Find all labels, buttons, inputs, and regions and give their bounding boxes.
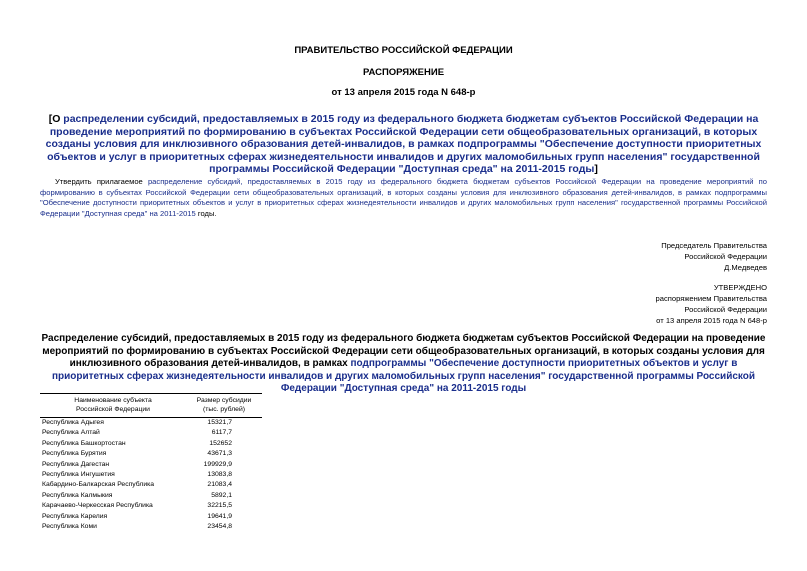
subsidy-amount: 15321,7: [207, 419, 232, 426]
table-header-amount: Размер субсидии (тыс. рублей): [186, 394, 262, 418]
region-name: Республика Алтай: [42, 429, 100, 437]
region-name: Республика Карелия: [42, 512, 108, 520]
table-row: [40, 428, 262, 438]
region-name: Республика Ингушетия: [42, 471, 115, 479]
subsidy-amount: 32215,5: [207, 502, 232, 510]
distribution-heading-text: Распределение субсидий, предоставляемых в 2015 году из федерального бюджета бюджетам субъектов Российской Федерации на проведение мероприятий по формированию в субъектах Российской Федерации сети общеобразовательных организаций, в которых созданы условия для инклюзивного образования детей-инвалидов, в рамках: [41, 333, 766, 369]
signature-position: Председатель Правительства: [661, 241, 767, 250]
table-row: [40, 491, 262, 501]
title-close-bracket: ]: [594, 163, 598, 175]
body-prefix: Утвердить прилагаемое: [55, 177, 148, 186]
approval-date: от 13 апреля 2015 года N 648-р: [656, 316, 767, 325]
table-row: [40, 460, 262, 470]
table-body: [40, 418, 262, 533]
body-link[interactable]: распределение субсидий, предоставляемых в 2015 году из федерального бюджета бюджетам субъектов Российской Федерации на проведение мероприятий по формированию в субъектах Российской Федерации сети общеобразовательных организаций, в которых созданы условия для инклюзивного образования детей-инвалидов, в рамках подпрограммы "Обеспечение доступности приоритетных объектов и услуг в приоритетных сферах жизнедеятельности инвалидов и других маломобильных групп населения" государственной программы Российской Федерации "Доступная среда" на 2011-2015: [40, 177, 767, 218]
subsidy-amount: 6117,7: [211, 429, 232, 437]
region-name: Республика Бурятия: [42, 450, 107, 458]
table-header-row: [40, 394, 262, 418]
order-body: [40, 177, 767, 219]
title-link[interactable]: распределении субсидий, предоставляемых в 2015 году из федерального бюджета бюджетам субъектов Российской Федерации на проведение мероприятий по формированию в субъектах Российской Федерации сети общеобразовательных организаций, в которых созданы условия для инклюзивного образования детей-инвалидов, в рамках подпрограммы "Обеспечение доступности приоритетных объектов и услуг в приоритетных сферах жизнедеятельности инвалидов и других маломобильных групп населения" государственной программы Российской Федерации "Доступная среда" на 2011-2015 годы: [45, 113, 762, 175]
subsidy-table: [40, 393, 262, 532]
approval-block: [567, 282, 767, 326]
subsidy-amount: 199929,9: [203, 460, 232, 468]
body-suffix: годы.: [195, 208, 217, 218]
distribution-heading: [40, 333, 767, 396]
subsidy-amount: 5892,1: [211, 491, 232, 499]
region-name: Республика Коми: [42, 523, 97, 531]
subsidy-amount: 23454,8: [207, 523, 232, 531]
table-row: [40, 480, 262, 490]
region-name: Республика Адыгея: [42, 419, 104, 426]
table-header-region: Наименование субъекта Российской Федерации: [40, 394, 186, 418]
government-name: ПРАВИТЕЛЬСТВО РОССИЙСКОЙ ФЕДЕРАЦИИ: [294, 45, 513, 56]
table-row: [40, 418, 262, 429]
table-row: [40, 470, 262, 480]
distribution-heading-link[interactable]: подпрограммы "Обеспечение доступности приоритетных объектов и услуг в приоритетных сферах жизнедеятельности инвалидов и других маломобильных групп населения" государственной программы Российской Федерации "Доступная среда" на 2011-2015 годы: [51, 358, 756, 394]
region-name: Республика Башкортостан: [42, 439, 126, 447]
approval-label: УТВЕРЖДЕНО: [713, 283, 767, 292]
table-row: [40, 512, 262, 522]
table-row: [40, 501, 262, 511]
table-row: [40, 522, 262, 532]
subsidy-amount: 21083,4: [207, 481, 232, 489]
approval-country: Российской Федерации: [684, 305, 767, 314]
region-name: Республика Калмыкия: [42, 491, 113, 499]
document-type: РАСПОРЯЖЕНИЕ: [362, 67, 445, 78]
region-name: Республика Дагестан: [42, 460, 110, 468]
approval-by: распоряжением Правительства: [655, 294, 767, 303]
region-name: Кабардино-Балкарская Республика: [42, 481, 155, 489]
subsidy-amount: 152652: [209, 439, 232, 447]
subsidy-amount: 19641,9: [207, 512, 232, 520]
signature-country: Российской Федерации: [684, 252, 767, 261]
signature-block: [567, 240, 767, 273]
subsidy-amount: 43671,3: [207, 450, 232, 458]
document-date-number: от 13 апреля 2015 года N 648-р: [331, 87, 476, 98]
title-open-bracket: [О: [48, 113, 64, 125]
table-row: [40, 439, 262, 449]
signature-name: Д.Медведев: [724, 263, 767, 272]
subsidy-amount: 13083,8: [207, 471, 232, 479]
region-name: Карачаево-Черкесская Республика: [42, 502, 153, 510]
table-row: [40, 449, 262, 459]
document-title: [40, 113, 767, 176]
